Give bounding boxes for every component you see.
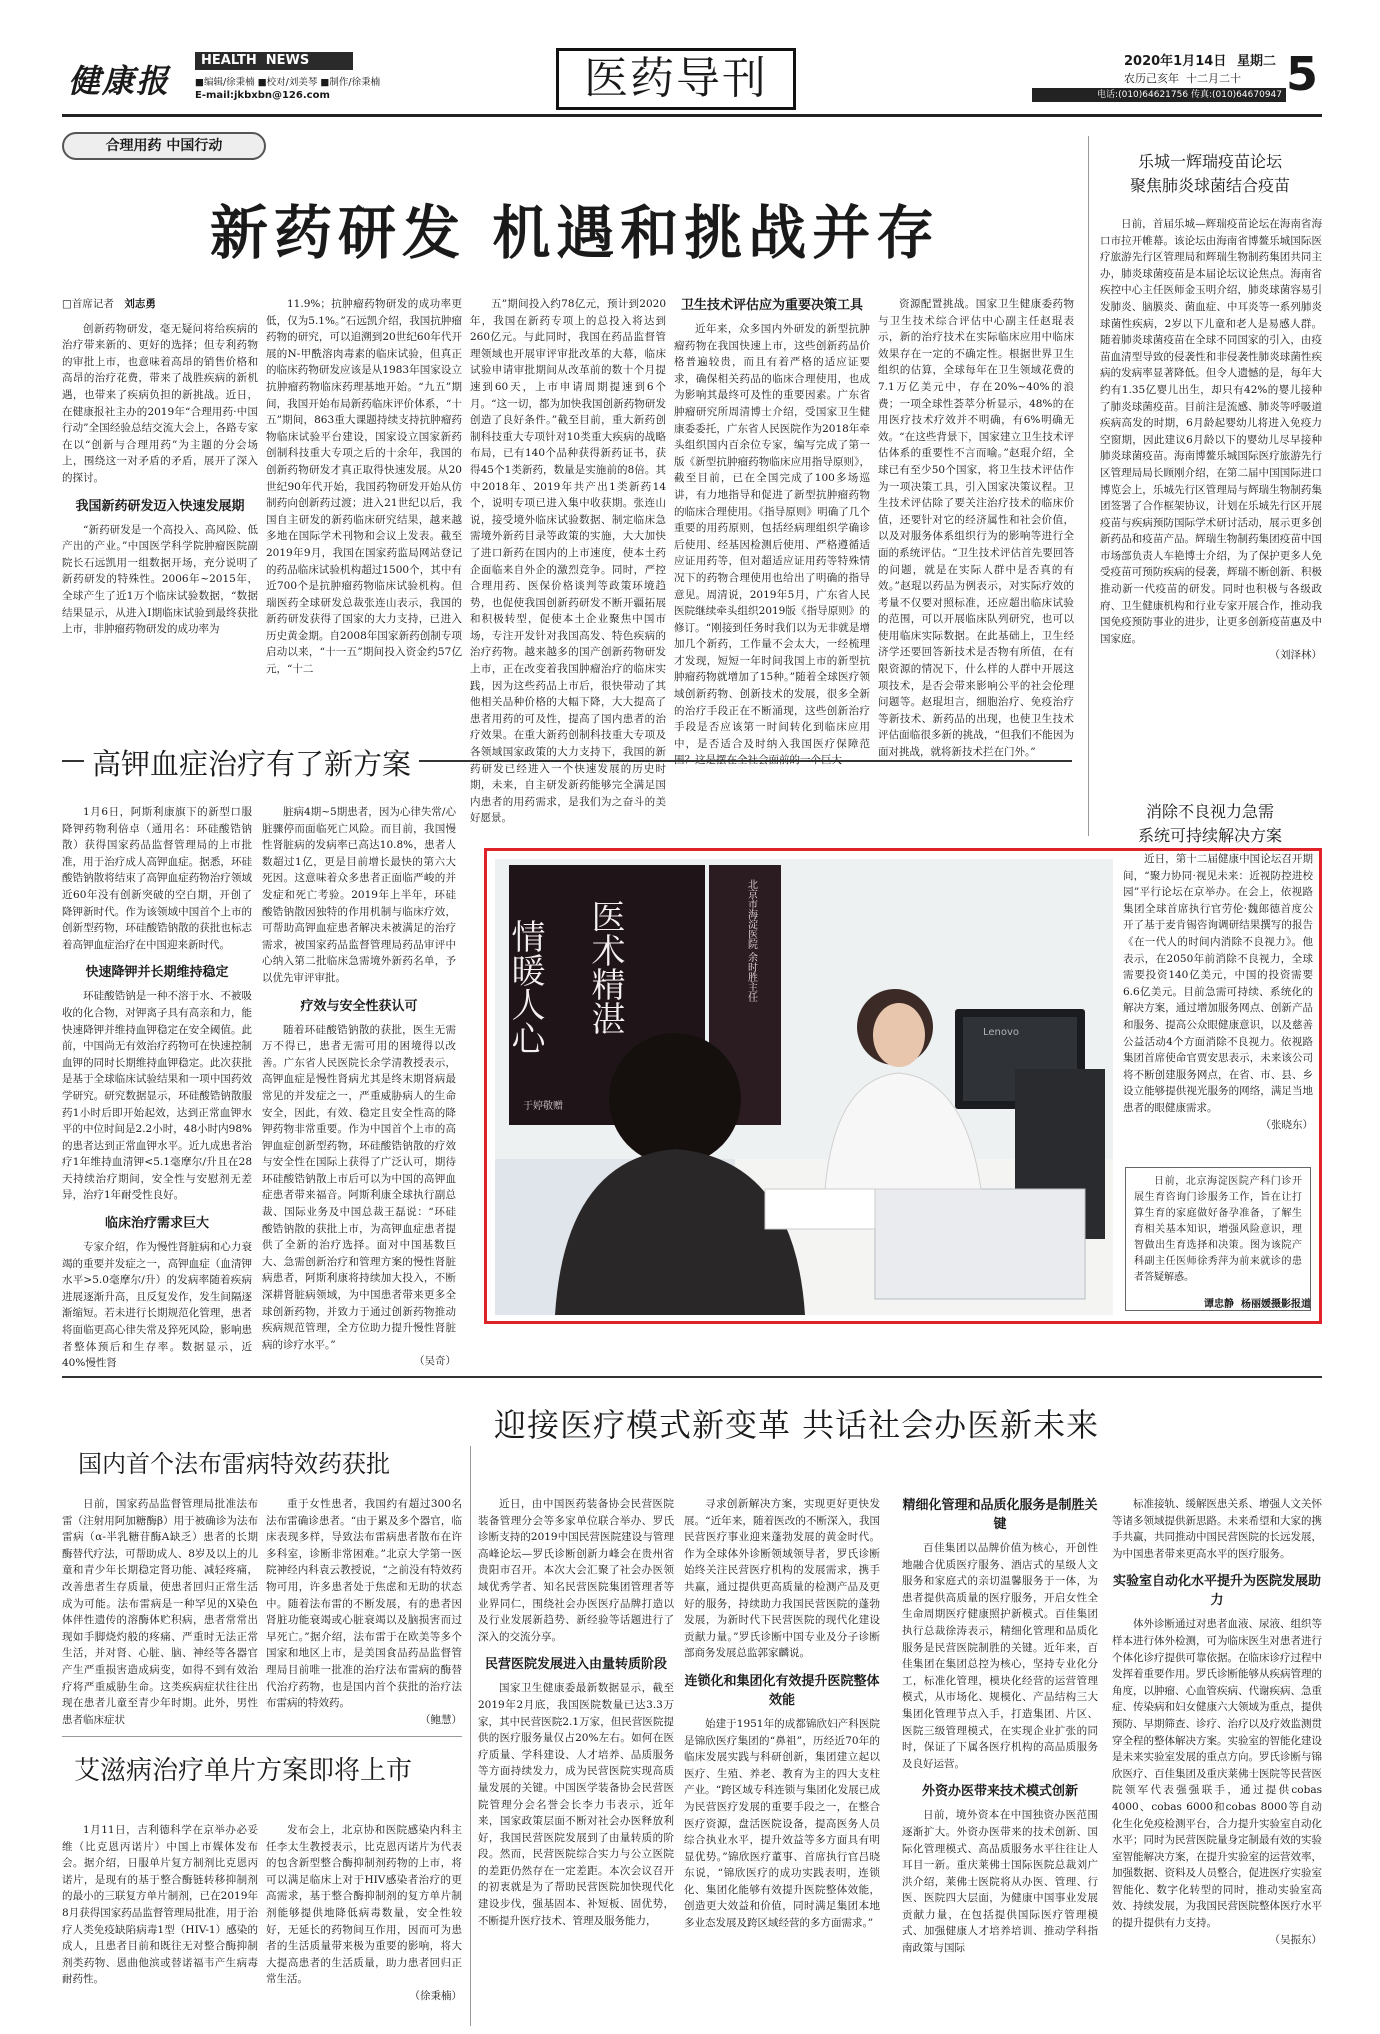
right-top-headline bbox=[1098, 150, 1322, 198]
right-top-headline-1: 乐城一辉瑞疫苗论坛 bbox=[1137, 152, 1282, 171]
leprosy-col-1 bbox=[62, 1496, 258, 1726]
right-mid-headline-2: 系统可持续解决方案 bbox=[1137, 826, 1282, 845]
issue-weekday: 星期二 bbox=[1237, 54, 1277, 69]
lead-col-3-text: 五”期间投入约78亿元，预计到2020年，我国在新药专项上的总投入将达到260亿元。与此同时，我国在药品监督管理领域也开展审评审批改革的大幕，临床试验申请审批期间从改革前的数十个月提速到60天，上市申请周期提速到6个月。“这一切，都为加快我国创新药物研发创造了良好条件。”截至目前，重大新药创制科技重大专项针对10类重大疾病的战略布局，已有140个品种获得新药证书，获得45个1类新药，数量是实施前的8倍。其中2018年、2019年共产出1类新药14个，说明专项已进入集中收获期。张连山说，接受境外临床试验数据、制定临床急需境外新药目录等政策的实施，大大加快了进口新药在国内的上市速度，使本土药企面临来自外企的激烈竞争。同时，严控合理用药、医保价格谈判等政策环境趋势，也促使我国创新药研发不断开疆拓展和积极转型，促使本土企业聚焦中国市场，专注开发针对我国高发、特色疾病的治疗药物。越来越多的国产创新药物研发上市，正在改变着我国肿瘤治疗的临床实践，因为这些药品上市后，很快带动了其他相关品种价格的大幅下降，大大提高了患者用药的可及性，提高了国内患者的治疗效果。在重大新药创制科技重大专项及各领域国家政策的大力支持下，我国的新药研发已经进入一个快速发展的历史时期，未来，自主研发新药能够完全满足国内患者的用药需求，是我们为之奋斗的美好愿景。 bbox=[470, 298, 666, 825]
banner-bottom-text: 于婷敬赠 bbox=[523, 1101, 563, 1112]
bottom-col-4 bbox=[1112, 1496, 1322, 2026]
lead-col-1-text: 创新药物研发，毫无疑问将给疾病的治疗带来新的、更好的选择；但专利药物的审批上市，也意味着高昂的销售价格和高昂的治疗花费，带来了战胜疾病的新机遇，也带来了疾病负担的新挑战。近日，在健康报社主办的2019年“合理用药·中国行动”全国经验总结交流大会上，各路专家在以“创新与合理用药”为主题的分会场上，围绕这一对矛盾的矛盾，展开了深入的探讨。 bbox=[62, 322, 258, 484]
bottom-col-2b-text: 始建于1951年的成都锦欣妇产科医院是锦欣医疗集团的“鼻祖”，历经近70年的临床发展实践与科研创新，集团建立起以医疗、生殖、养老、教育为主的四大支柱产业。“跨区域专科连锁与集团化发展已成为民营医疗发展的重要手段之一，在整合医疗资源，盘活医院设备，提高医务人员综合执业水平，提升效益等多方面具有明显优势。”锦欣医疗董事、首席执行官吕晓东说，“锦欣医疗的成功实践表明，连锁化、集团化能够有效提升医院整体效能，创造更大效益和价值，同时满足集团本地多业态发展及跨区域经营的多方面需求。” bbox=[684, 1717, 880, 1930]
gaojia-sub-2: 临床治疗需求巨大 bbox=[104, 1216, 209, 1232]
lead-headline: 新药研发 机遇和挑战并存 bbox=[210, 199, 941, 267]
byline-label: □首席记者 bbox=[62, 298, 114, 310]
gaojia-col-1-text: 1月6日，阿斯利康旗下的新型口服降钾药物利倍卓（通用名：环硅酸锆钠散）获得国家药品监督管理局的上市批准，用于治疗成人高钾血症。据悉，环硅酸锆钠散将结束了高钾血症药物治疗领域近60年没有创新突破的空白期，开创了降钾新时代。作为该领域中国首个上市的创新型药物，环硅酸锆钠散的获批也标志着高钾血症治疗在中国迎来新时代。 bbox=[62, 806, 252, 951]
lead-col-1 bbox=[62, 296, 258, 756]
photo-caption-box bbox=[1125, 1167, 1311, 1311]
aids-col-2 bbox=[266, 1822, 462, 2022]
lunar-date: 农历己亥年 十二月二十 bbox=[1124, 72, 1241, 85]
doctor-face bbox=[873, 1003, 925, 1067]
gaojia-author: （吴奇） bbox=[414, 1355, 456, 1368]
banner-text: 情暖人心 bbox=[505, 919, 545, 1055]
lead-col-4 bbox=[674, 296, 870, 856]
photo-credit: 谭忠静 杨丽媛摄影报道 bbox=[1204, 1299, 1311, 1310]
leprosy-author: （鲍慧） bbox=[420, 1713, 462, 1726]
gaojia-sub-1: 快速降钾并长期维持稳定 bbox=[85, 965, 229, 981]
lead-col-5-text: 资源配置挑战。国家卫生健康委药物与卫生技术综合评估中心副主任赵琨表示，新的治疗技术在实际临床应用中临床效果存在一定的不确定性。根据世界卫生组织的估算，全球每年在卫生领域花费的7.1万亿美元中，存在20%~40%的浪费；一项全球性荟萃分析显示，48%的在用医疗技术疗效并不明确，有6%明确无效。“在这些背景下，国家建立卫生技术评估体系的重要性不言而喻。”赵琨介绍，全球已有至少50个国家，将卫生技术评估作为一项决策工具，引入国家决策议程。卫生技术评估除了要关注治疗技术的临床价值，还要针对它的经济属性和社会价值，以及对服务体系组织行为的影响等进行全面的系统评估。“卫生技术评估首先要回答的问题，就是在实际人群中是否真的有效。”赵琨以药品为例表示，对实际疗效的考量不仅要对照标准，还应超出临床试验的范围，可以开展临床队列研究，也可以使用临床实际数据。在此基础上，卫生经济学还要回答新技术是否物有所值，在有限资源的情况下，什么样的人群中开展这项技术，是否会带来影响公平的社会伦理问题等。赵琨坦言，细胞治疗、免疫治疗等新技术、新药品的出现，也使卫生技术评估面临很多新的挑战，“但我们不能因为面对挑战，就将新技术拦在门外。” bbox=[878, 298, 1074, 759]
gaojia-sub-3: 疗效与安全性获认可 bbox=[300, 998, 418, 1014]
aids-col-1-text: 1月11日，吉利德科学在京举办必妥维（比克恩丙诺片）中国上市媒体发布会。据介绍，日服单片复方制剂比克恩丙诺片，是现有的基于整合酶链转移抑制剂的最小的三联复方单片制剂，已在2019年8月获得国家药品监督管理局批准，用于治疗人类免疫缺陷病毒1型（HIV-1）感染的成人，且患者目前和既往无对整合酶抑制剂类药物、恩曲他滨或替诺福韦产生病毒耐药性。 bbox=[62, 1824, 258, 1986]
section-title-box bbox=[556, 48, 796, 110]
bottom-author: （吴振东） bbox=[1269, 1933, 1322, 1946]
page-number: 5 bbox=[1286, 47, 1319, 101]
bottom-headline: 迎接医疗模式新变革 共话社会办医新未来 bbox=[494, 1406, 1100, 1444]
right-top-author: （刘泽林） bbox=[1269, 649, 1322, 662]
column-tag bbox=[62, 132, 266, 160]
bottom-sub-3: 精细化管理和品质化服务是制胜关键 bbox=[902, 1498, 1098, 1532]
banner-side-text: 北京市海淀医院 余时胜主任 bbox=[745, 879, 757, 1003]
bottom-col-4b-text: 体外诊断通过对患者血液、尿液、组织等样本进行体外检测，可为临床医生对患者进行个体化诊疗提供可靠依据。在临床诊疗过程中发挥着重要作用。罗氏诊断能够从疾病管理的角度，以肿瘤、心血管疾病、代谢疾病、急重症、传染病和妇女健康六大领域为重点，提供预防、早期筛查、诊疗、治疗以及疗效监测贯穿全程的整体解决方案。实验室的智能化建设是未来实验室发展的重点方向。罗氏诊断与锦欣医疗、百佳集团及重庆莱佛士医院等民营医院领军代表强强联手，通过提供cobas 4000、cobas 6000和cobas 8000等自动化生化免疫检测平台，合力提升实验室自动化水平；同时为民营医院量身定制最有效的实验室智能解决方案，在提升实验室的运营效率，加强数据、资料及人员整合，促进医疗实验室智能化、数字化转型的同时，推动实验室高效、持续发展，为我国民营医院整体医疗水平的提升提供有力支持。 bbox=[1112, 1618, 1322, 1930]
right-mid-text: 近日，第十二届健康中国论坛召开期间，“聚力协同·视见未来：近视防控进校园”平行论坛在京举办。在会上，依视路集团全球首席执行官劳伦·魏郎德首度公开了基于麦肯锡咨询调研结果撰写的报告《在一代人的时间内消除不良视力》。他表示，在2050年前消除不良视力，全球需要投资140亿美元，中国的投资需要6.6亿美元。目前急需可持续、系统化的解决方案，通过增加服务网点、创新产品和服务、提高公众眼健康意识，以及慈善公益活动4个方面消除不良视力。依视路集团首席使命官贾安思表示，未来该公司将不断创建服务网点，在省、市、县、乡设立能够提供视光服务的网络，满足当地患者的眼健康需求。 bbox=[1123, 853, 1313, 1114]
gaojia-col-2 bbox=[262, 804, 456, 1392]
gaojia-col-1c-text: 专家介绍，作为慢性肾脏病和心力衰竭的重要并发症之一，高钾血症（血清钾水平>5.0毫摩尔/升）的发病率随着疾病进展逐渐升高，且反复发作，发生间隔逐渐缩短。若未进行长期规范化管理，患者将面临更高心律失常及猝死风险，影响患者整体预后和生存率。数据显示，近40%慢性肾 bbox=[62, 1241, 252, 1370]
bottom-sub-2: 连锁化和集团化有效提升医院整体效能 bbox=[684, 1673, 880, 1708]
divider bbox=[62, 1736, 462, 1737]
divider bbox=[62, 1376, 1322, 1378]
patient-head bbox=[609, 1033, 741, 1165]
lead-col-2 bbox=[266, 296, 462, 756]
banner-text-2: 医术精湛 bbox=[585, 899, 625, 1035]
masthead-rule bbox=[62, 114, 1322, 117]
bottom-sub-1: 民营医院发展进入由量转质阶段 bbox=[484, 1657, 667, 1673]
right-mid-author: （张晓东） bbox=[1260, 1118, 1313, 1131]
aids-headline: 艾滋病治疗单片方案即将上市 bbox=[74, 1756, 413, 1786]
section-title: 医药导刊 bbox=[584, 53, 768, 104]
phone-bar: 电话:(010)64621756 传真:(010)64670947 bbox=[1032, 88, 1286, 102]
bottom-col-3 bbox=[902, 1496, 1098, 2026]
aids-col-2-text: 发布会上，北京协和医院感染内科主任李太生教授表示，比克恩丙诺片为代表的包含新型整合酶抑制剂药物的上市，将可以满足临床上对于HIV感染者治疗的更高需求，基于整合酶抑制剂的复方单片制剂能够提供地降低病毒数量，安全性较好，无延长的药物间互作用，因而可为患者的生活质量带来极为重要的影响，将大大提高患者的生活质量，助力患者回归正常生活。 bbox=[266, 1824, 462, 1986]
bottom-sub-4: 外资办医带来技术模式创新 bbox=[921, 1784, 1078, 1800]
staff-line: ■编辑/徐秉楠 ■校对/刘美琴 ■制作/徐秉楠 bbox=[195, 77, 381, 88]
gaojia-col-2b-text: 随着环硅酸锆钠散的获批，医生无需万不得已，患者无需可用的困境得以改善。广东省人民医院长余学清教授表示，高钾血症是慢性肾病尤其是终末期肾病最常见的并发症之一，严重威胁病人的生命安全，因此，有效、稳定且安全性高的降钾药物非常重要。作为中国首个上市的高钾血症创新型药物，环硅酸锆钠散的疗效与安全性在国际上获得了广泛认可，期待环硅酸锆钠散上市后可以为中国的高钾血症患者带来福音。阿斯利康全球执行副总裁、国际业务及中国总裁王磊说：“环硅酸锆钠散的获批上市，为高钾血症患者提供了全新的治疗选择。面对中国基数巨大、急需创新治疗和管理方案的慢性肾脏病患者，阿斯利康将持续加大投入，不断深耕肾脏病领域，为中国患者带来更多全球创新药物，并致力于通过创新药物推动疾病规范管理，全方位助力提升慢性肾脏病的诊疗水平。” bbox=[262, 1023, 456, 1351]
clinic-photo bbox=[495, 859, 1113, 1315]
leprosy-col-2 bbox=[266, 1496, 462, 1726]
papers bbox=[765, 1189, 875, 1229]
photo-caption: 日前，北京海淀医院产科门诊开展生育咨询门诊服务工作，旨在让打算生育的家庭做好备孕准备，了解生育相关基本知识，增强风险意识，理智做出生育选择和决策。图为该院产科副主任医师徐秀萍为前来就诊的患者答疑解惑。 bbox=[1134, 1176, 1302, 1283]
byline-name: 刘志勇 bbox=[124, 298, 156, 310]
divider bbox=[470, 1446, 471, 2026]
masthead bbox=[62, 48, 1322, 110]
email: E-mail:jkbxbn@126.com bbox=[195, 90, 330, 101]
bottom-col-3b-text: 日前，境外资本在中国独资办医范围逐渐扩大。外资办医带来的技术创新、国际化管理模式、高品质服务水平往往让人耳目一新。重庆莱佛士国际医院总裁刘广洪介绍，莱佛士医院将从办医、管理、行医、医院四大层面，为健康中国事业发展贡献力量，在包括提供国际医疗管理模式、加强健康人才培养培训、推动学科指南政策与国际 bbox=[902, 1809, 1098, 1955]
printer bbox=[875, 1189, 1085, 1299]
gaojia-headline: 高钾血症治疗有了新方案 bbox=[84, 742, 419, 783]
photo-frame bbox=[484, 848, 1322, 1324]
leprosy-col-1-text: 日前，国家药品监督管理局批准法布雷（注射用阿加糖酶β）用于被确诊为法布雷病（α-半乳糖苷酶A缺乏）患者的长期酶替代疗法，可帮助成人、8岁及以上的儿童和青少年长期稳定肾功能、减轻疼痛，改善患者生存质量，使患者回归正常生活成为可能。法布雷病是一种罕见的X染色体伴性遗传的溶酶体贮积病，患者常常出现如手脚烧灼般的疼痛、严重时无法正常生活，并对肾、心脏、脑、神经等各器官产生严重损害造成病变，如得不到有效治疗将严重威胁生命。这类疾病症状往往出现在患者儿童至青少年时期。此外，男性患者临床症状 bbox=[62, 1498, 258, 1726]
leprosy-headline: 国内首个法布雷病特效药获批 bbox=[78, 1450, 390, 1478]
bottom-col-4-text: 标准接轨、缓解医患关系、增强人文关怀等诸多领域提供新思路。未来希望和大家的携手共赢，共同推动中国民营医院的长远发展，为中国患者带来更高水平的医疗服务。 bbox=[1112, 1498, 1322, 1560]
health-news-badge: HEALTH NEWS bbox=[195, 52, 353, 70]
right-top-text: 日前，首届乐城—辉瑞疫苗论坛在海南省海口市拉开帷幕。该论坛由海南省博鳌乐城国际医疗旅游先行区管理局和辉瑞生物制药集团共同主办，肺炎球菌疫苗是本届论坛议论焦点。海南省疾控中心主任医师金玉明介绍，肺炎球菌容易引发肺炎、脑膜炎、菌血症、中耳炎等一系列肺炎球菌性疾病，2岁以下儿童和老人是易感人群。随着肺炎球菌疫苗在全球不同国家的引入，由疫苗血清型导致的侵袭性和非侵袭性肺炎球菌性疾病的发病率显著降低。但令人遗憾的是，每年大约有1.35亿婴儿出生，却只有42%的婴儿接种了肺炎球菌疫苗。目前注是流感、肺炎等呼吸道疾病高发的时期，6月龄起婴幼儿将进入免疫力空窗期，因此建议6月龄以下的婴幼儿尽早接种肺炎球菌疫苗。海南博鳌乐城国际医疗旅游先行区管理局局长顾刚介绍，在第二届中国国际进口博览会上，乐城先行区管理局与辉瑞生物制药集团签署了合作框架协议，计划在乐城先行区开展疫苗与疾病预防国际学术研讨活动，展示更多创新药品和疫苗产品。辉瑞生物制药集团疫苗中国市场部负责人车艳博士介绍，为了保护更多人免受疫苗可预防疾病的侵袭，辉瑞不断创新、积极推动新一代疫苗的研发。同时也积极与各级政府、卫生健康机构和行业专家开展合作，推动我国免疫预防事业的进步，让更多创新疫苗惠及中国家庭。 bbox=[1100, 218, 1322, 645]
lead-col-4-text: 近年来，众多国内外研发的新型抗肿瘤药物在我国快速上市，这些创新药品价格普遍较贵，而且有着严格的适应证要求，确保相关药品的临床合理使用，也成为影响其最终可及性的重要因素。广东省肿瘤研究所周清博士介绍，受国家卫生健康委委托，广东省人民医院作为2018年牵头组织国内百余位专家，编写完成了第一版《新型抗肿瘤药物临床应用指导原则》，截至目前，已在全国完成了100多场巡讲，有力地指导和促进了新型抗肿瘤药物的临床合理使用。《指导原则》明确了几个重要的用药原则，包括经病理组织学确诊后使用、经基因检测后使用、严格遵循适应证用药等，但对超适应证用药等特殊情况下的药物合理使用也给出了明确的指导意见。周清说，2019年5月，广东省人民医院继续牵头组织2019版《指导原则》的修订。“刚接到任务时我们以为无非就是增加几个新药，工作量不会太大，一经梳理才发现，短短一年时间我国上市的新型抗肿瘤药物就增加了15种。”随着全球医疗领域创新药物、创新技术的发展，很多全新的治疗手段正在不断涌现，这些创新治疗手段是否应该第一时间转化到临床应用中，是否适合及时纳入我国医疗保障范 bbox=[674, 323, 870, 750]
right-mid-headline-1: 消除不良视力急需 bbox=[1145, 802, 1274, 821]
lead-col-3 bbox=[470, 296, 666, 856]
leprosy-col-2-text: 重于女性患者，我国约有超过300名法布雷确诊患者。“由于累及多个器官，临床表现多样，导致法布雷病患者散布在许多科室，诊断非常困难。”北京大学第一医院神经内科袁云教授说，“之前没有特效药物可用，许多患者处于焦虑和无助的状态中。随着法布雷的不断发展，有的患者因肾脏功能衰竭或心脏衰竭以及脑损害而过早死亡。”据介绍，法布雷于在欧美等多个国家和地区上市，是美国食品药品监督管理局目前唯一批准的治疗法布雷病的酶替代治疗药物，也是国内首个获批的治疗法布雷病的特效药。 bbox=[266, 1498, 462, 1710]
monitor-brand: Lenovo bbox=[983, 1027, 1020, 1038]
lead-sub-1: 我国新药研发迈入快速发展期 bbox=[75, 498, 245, 514]
lead-col-5 bbox=[878, 296, 1074, 856]
lead-sub-2: 卫生技术评估应为重要决策工具 bbox=[680, 298, 863, 313]
issue-date: 2020年1月14日 bbox=[1124, 54, 1227, 69]
logo: 健康报 bbox=[68, 62, 171, 100]
column-tag-label: 合理用药 中国行动 bbox=[105, 138, 223, 154]
right-top-body bbox=[1100, 216, 1322, 752]
right-mid-headline bbox=[1098, 800, 1322, 848]
lead-col-2-text: 11.9%；抗肿瘤药物研发的成功率更低，仅为5.1%。”石远凯介绍，我国抗肿瘤药物的研究，可以追溯到20世纪60年代开展的N-甲酰溶肉毒素的临床试验，但真正的临床药物研发应该是从1983年国家设立抗肿瘤药物临床药理基地开始。“九五”期间，我国开始布局新药临床评价体系，“十五”期间，863重大课题持续支持抗肿瘤药物临床试验平台建设，国家设立国家新药创制科技重大专项之后的十余年，我国的创新药物研发才真正取得快速发展。从20世纪90年代开始，我国药物研发开始从仿制药向创新药过渡；进入21世纪以后，我国自主研发的新药临床研究结果，越来越多地在国际学术刊物和会议上发表。截至2019年9月，我国在国家药监局网站登记的药品临床试验机构超过1500个，其中有近700个是抗肿瘤药物临床试验机构。但瑞医药全球研发总裁张连山表示，我国的新药研发获得了国家的大力支持，已进入历史黄金期。自2008年国家新药创制专项启动以来，“十一五”期间投入资金约57亿元，“十二 bbox=[266, 298, 462, 676]
gaojia-col-1 bbox=[62, 804, 252, 1392]
bottom-col-2-text: 寻求创新解决方案，实现更好更快发展。“近年来，随着医改的不断深入，我国民营医疗事业迎来蓬勃发展的黄金时代。作为全球体外诊断领域领导者，罗氏诊断始终关注民营医疗机构的发展需求，携手共赢，通过提供更高质量的检测产品及更好的服务，持续助力我国民营医院的蓬勃发展，为新时代下民营医院的现代化建设贡献力量。”罗氏诊断中国专业及分子诊断部商务发展总监郭家麟说。 bbox=[684, 1498, 880, 1660]
aids-author: （徐秉楠） bbox=[409, 1989, 462, 2002]
bottom-col-2 bbox=[684, 1496, 880, 2026]
bottom-col-3-text: 百佳集团以品牌价值为核心，开创性地融合优质医疗服务、酒店式的星级人文服务和家庭式的亲切温馨服务于一体，为患者提供高质量的医疗服务，开启女性全生命周期医疗健康照护新模式。百佳集团执行总裁徐涛表示，精细化管理和品质化服务是民营医院制胜的关键。近年来，百佳集团在集团总控为核心，坚持专业化分工，标准化管理，模块化经营的运营管理模式，从市场化、规模化、产品结构三大集团化管理节点入手，打造集团、片区、医院三级管理模式，在实现企业扩张的同时，保证了下属各医疗机构的高品质服务及良好运营。 bbox=[902, 1542, 1098, 1770]
gaojia-col-1b-text: 环硅酸锆钠是一种不溶于水、不被吸收的化合物，对钾离子具有高亲和力，能快速降钾并维持血钾稳定在安全阈值。此前，中国尚无有效治疗药物可在快速控制血钾的同时长期维持血钾稳定。此次获批是基于全球临床试验结果和一项中国药效学研究。研究数据显示，环硅酸锆钠散服药1小时后即开始起效，达到正常血钾水平的中位时间是2.2小时，48小时内98%的患者达到正常血钾水平。近九成患者治疗1年维持血清钾<5.1毫摩尔/升且在28天持续治疗期间，安全性与安慰剂无差异，治疗1年耐受性良好。 bbox=[62, 990, 252, 1202]
gaojia-col-2-text: 脏病4期~5期患者，因为心律失常/心脏骤停而面临死亡风险。而目前，我国慢性肾脏病的发病率已高达10.8%，患者人数超过1亿，更是目前增长最快的第六大死因。这意味着众多患者正面临严峻的并发症和死亡考验。2019年上半年，环硅酸锆钠散因独特的作用机制与临床疗效，可帮助高钾血症患者解决未被满足的治疗需求，被国家药品监督管理局药品审评中心纳入第二批临床急需境外新药名单，予以优先审评审批。 bbox=[262, 806, 456, 984]
bottom-col-1-text: 近日，由中国医药装备协会民营医院装备管理分会等多家单位联合举办、罗氏诊断支持的2019中国民营医院建设与管理高峰论坛—罗氏诊断创新力峰会在贵州省贵阳市召开。本次大会汇聚了社会办医领域优秀学者、知名民营医院集团管理者等业界同仁，围绕社会办医医疗品牌打造以及行业发展新趋势、新经验等话题进行了深入的交流分享。 bbox=[478, 1498, 674, 1643]
divider bbox=[1088, 136, 1089, 836]
bottom-sub-5: 实验室自动化水平提升为医院发展助力 bbox=[1112, 1574, 1321, 1609]
bottom-col-1b-text: 国家卫生健康委最新数据显示，截至2019年2月底，我国医院数量已达3.3万家，其中民营医院2.1万家，但民营医院提供的医疗服务量仅占20%左右。如何在医疗质量、学科建设、人才培养、品质服务等方面持续发力，成为民营医院实现高质量发展的关键。中国医学装备协会民营医院管理分会名誉会长李力韦表示，近年来，国家政策层面不断对社会办医释放利好，我国民营医院发展到了由量转质的阶段。然而，民营医院综合实力与公立医院的差距仍然存在一定差距。本次会议召开的初衷就是为了帮助民营医院加快现代化建设步伐，强基固本、补短板、固优势，不断提升医疗技术、管理及服务能力， bbox=[478, 1682, 674, 1927]
aids-col-1 bbox=[62, 1822, 258, 2022]
bottom-col-1 bbox=[478, 1496, 674, 2026]
right-top-headline-2: 聚焦肺炎球菌结合疫苗 bbox=[1129, 176, 1290, 195]
right-mid-body bbox=[1123, 851, 1313, 1145]
lead-col-1b-text: “新药研发是一个高投入、高风险、低产出的产业。”中国医学科学院肿瘤医院副院长石远凯用一组数据开场，充分说明了新药研发的特殊性。2006年~2015年，全球产生了近1万个临床试验数据，“数据结果显示，从进入I期临床试验到最终获批上市，非肿瘤药物研发的成功率为 bbox=[62, 523, 258, 636]
